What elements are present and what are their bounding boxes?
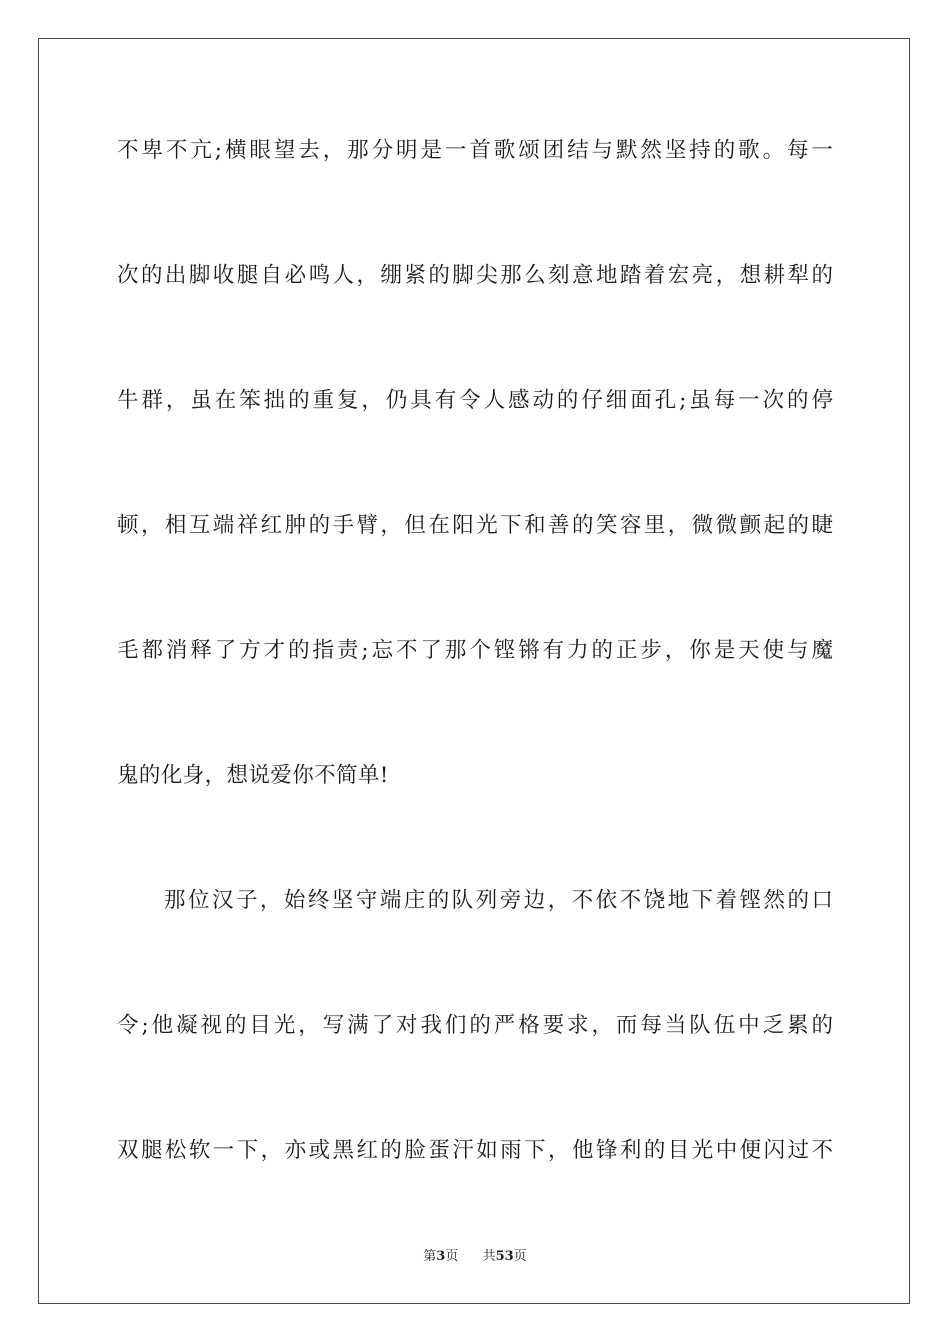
page-number-label (423, 1249, 462, 1264)
page-border (38, 38, 910, 1304)
paragraph-line: 不卑不亢;横眼望去，那分明是一首歌颂团结与默然坚持的歌。每一 (117, 138, 833, 163)
page-prefix: 第 (423, 1249, 437, 1264)
paragraph-line: 顿，相互端祥红肿的手臂，但在阳光下和善的笑容里，微微颤起的睫 (117, 513, 833, 538)
paragraph-line: 令;他凝视的目光，写满了对我们的严格要求，而每当队伍中乏累的 (117, 1013, 833, 1038)
page-number: 3 (436, 1249, 446, 1264)
total-pages-label (483, 1249, 527, 1264)
paragraph-line: 那位汉子，始终坚守端庄的队列旁边，不依不饶地下着铿然的口 (164, 888, 833, 913)
total-prefix: 共 (482, 1249, 496, 1264)
paragraph-line: 双腿松软一下，亦或黑红的脸蛋汗如雨下，他锋利的目光中便闪过不 (117, 1138, 833, 1163)
page-suffix: 页 (445, 1249, 459, 1264)
total-suffix: 页 (513, 1249, 527, 1264)
paragraph-line: 毛都消释了方才的指责;忘不了那个铿锵有力的正步，你是天使与魔 (117, 638, 833, 663)
page-footer (0, 1248, 950, 1266)
paragraph-line: 鬼的化身，想说爱你不简单! (117, 763, 389, 788)
paragraph-line: 牛群，虽在笨拙的重复，仍具有令人感动的仔细面孔;虽每一次的停 (117, 388, 833, 413)
paragraph-line: 次的出脚收腿自必鸣人，绷紧的脚尖那么刻意地踏着宏亮，想耕犁的 (117, 263, 833, 288)
total-pages: 53 (495, 1249, 514, 1264)
